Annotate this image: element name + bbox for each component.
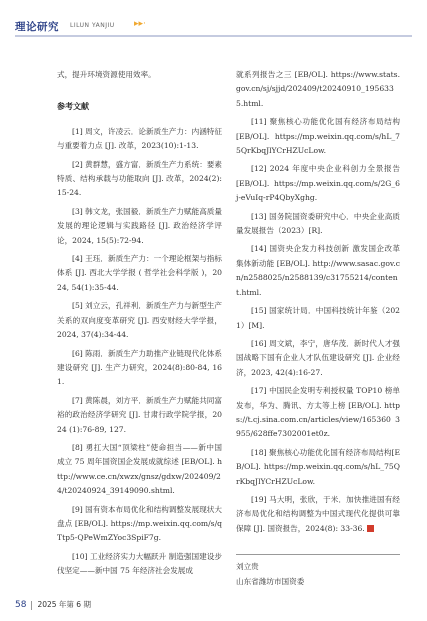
reference-text: [5] 刘立云，孔祥利．新质生产力与新型生产关系的双向度变革研究 [J]. 西安财经大学学报，2024, 37(4):34-44. — [57, 301, 222, 340]
reference-item — [236, 242, 400, 300]
left-column — [57, 68, 222, 583]
reference-item — [57, 205, 222, 248]
issue-label: 2025 年第 6 期 — [37, 600, 91, 609]
reference-text: [9] 国有资本布局优化和结构调整发展现状大盘点 [EB/OL]. https://mp.weixin.qq.com/s/qTtp5-QPeWmZYoc3SpiF7g. — [57, 504, 222, 543]
section-subtitle: LILUN YANJIU — [70, 22, 115, 29]
reference-text: [13] 国务院国资委研究中心．中央企业高质量发展报告（2023）[R]. — [236, 211, 400, 236]
reference-item — [236, 337, 400, 380]
references-list-right — [236, 68, 400, 536]
page-footer — [15, 599, 91, 610]
intro-text: 式，提升环境资源使用效率。 — [57, 70, 156, 79]
references-title: 参考文献 — [57, 102, 89, 112]
reference-text: [17] 中国民企发明专利授权量 TOP10 榜单发布，华为、腾讯、方太等上榜 [EB/OL]. https://t.cj.sina.com.cn/articles/view/165360 3955/628ffe7302001et0z. — [236, 386, 400, 439]
author-affiliation: 山东省潍坊市国资委 — [236, 577, 305, 586]
reference-item — [57, 125, 222, 154]
reference-text: [6] 陈雨．新质生产力助推产业链现代化体系建设研究 [J]. 生产力研究，2024(8):80-84, 161. — [57, 348, 222, 387]
reference-item — [236, 115, 400, 158]
reference-text: [18] 聚焦核心功能优化国有经济布局结构[EB/OL]. https://mp.weixin.qq.com/s/hL_75QrKbqJlYCrHZUcLow. — [236, 447, 400, 486]
reference-text: [3] 韩文龙，张国毅．新质生产力赋能高质量发展的理论逻辑与实践路径 [J]. 政治经济学评论，2024, 15(5):72-94. — [57, 206, 222, 245]
author-name: 刘立贵 — [236, 562, 259, 571]
reference-text: [7] 黄陈晨，刘方平．新质生产力赋能共同富裕的政治经济学研究 [J]. 甘肃行政学院学报，2024 (1):76-89, 127. — [57, 395, 222, 434]
section-title: 理论研究 — [15, 21, 59, 33]
reference-text: [12] 2024 年度中央企业科创力全景报告 [EB/OL]. https://mp.weixin.qq.com/s/2G_6j-eVuIq-rP4QbyXghg. — [236, 164, 400, 203]
reference-text: [19] 马大明，张欣，于米．加快推进国有经济布局优化和结构调整为中国式现代化提供可靠保障 [J]. 国资报告，2024(8): 33-36. — [236, 494, 400, 533]
reference-text: [4] 王珏．新质生产力：一个理论框架与指标体系 [J]. 西北大学学报 ( 哲学社会科学版 )，2024, 54(1):35-44. — [57, 254, 222, 292]
reference-item — [57, 158, 222, 201]
reference-item — [236, 68, 400, 111]
reference-text: [14] 国资央企发力科技创新 激发国企改革集体新动能 [EB/OL]. http://www.sasac.gov.cn/n2588025/n2588139/c31755214/content.html. — [236, 244, 400, 297]
author-block — [236, 554, 400, 589]
reference-item — [57, 503, 222, 546]
reference-item — [57, 347, 222, 390]
reference-text: [8] 勇扛大国“顶梁柱”使命担当——新中国成立 75 周年国资国企发展成就综述 [EB/OL]. http://www.ce.cn/xwzx/gnsz/gdxw/202409/24/t20240924_39149090.shtml. — [57, 442, 222, 496]
reference-text: [2] 黄群慧，盛方富．新质生产力系统：要素特质、结构承载与功能取向 [J]. 改革，2024(2):15-24. — [57, 159, 222, 198]
reference-item — [236, 493, 400, 536]
reference-item — [236, 446, 400, 489]
reference-text: [1] 周文，许凌云．论新质生产力：内涵特征与重要着力点 [J]. 改革，2023(10):1-13. — [57, 126, 222, 151]
reference-item — [236, 384, 400, 442]
right-column — [236, 68, 400, 540]
author-divider — [236, 554, 400, 555]
arrow-icon: ▸▸· — [134, 19, 146, 29]
reference-item — [57, 252, 222, 295]
reference-item — [236, 304, 400, 333]
footer-divider — [31, 601, 32, 610]
reference-item — [236, 162, 400, 205]
reference-item — [57, 550, 222, 579]
references-list-left — [57, 125, 222, 579]
reference-text: [11] 聚焦核心功能优化国有经济布局结构 [EB/OL]. https://mp.weixin.qq.com/s/hL_75QrKbqJlYCrHZUcLow. — [236, 117, 400, 156]
reference-text: [10] 工业经济实力大幅跃升 制造强国建设步伐坚定——新中国 75 年经济社会发展成 — [57, 551, 222, 576]
reference-text: 就系列报告之三 [EB/OL]. https://www.stats.gov.cn/sj/sjjd/202409/t20240910_1956335.html. — [236, 70, 400, 108]
reference-item — [57, 441, 222, 499]
reference-item — [57, 394, 222, 437]
reference-item — [236, 210, 400, 239]
header-divider — [15, 35, 412, 37]
reference-item — [57, 299, 222, 342]
end-mark-icon: ▣ — [367, 525, 374, 532]
page-number: 58 — [15, 600, 27, 610]
reference-text: [16] 周文斌，李宁，唐华茂．新时代人才强国战略下国有企业人才队伍建设研究 [J]. 企业经济，2023, 42(4):16-27. — [236, 338, 400, 377]
reference-text: [15] 国家统计局．中国科技统计年鉴（2021）[M]. — [236, 306, 400, 330]
